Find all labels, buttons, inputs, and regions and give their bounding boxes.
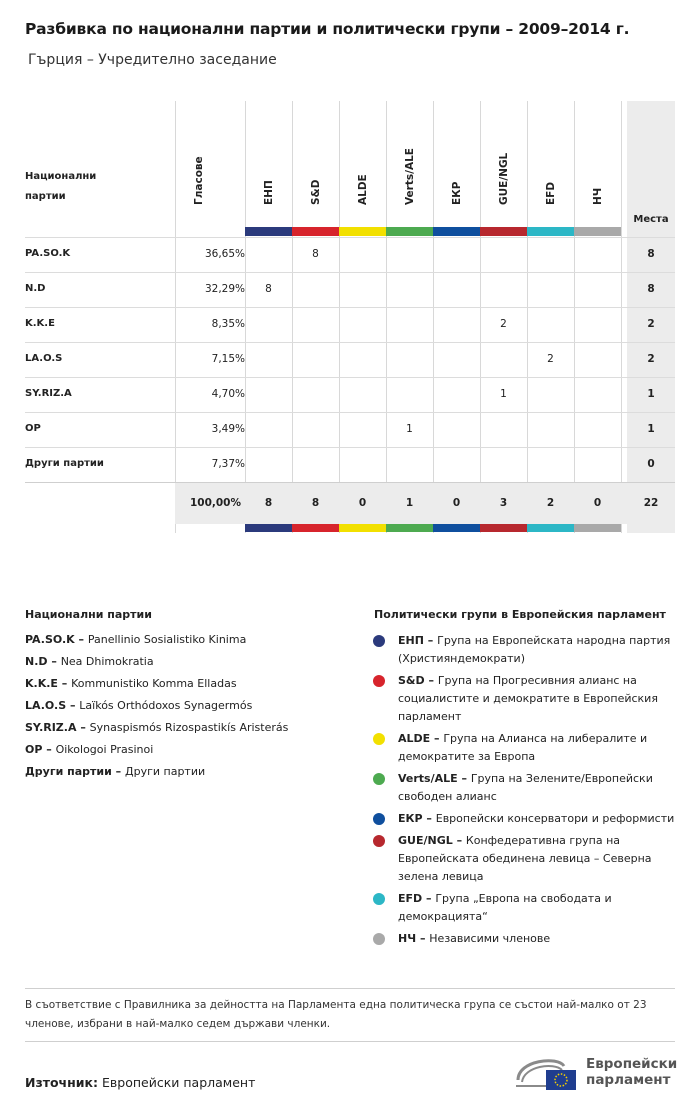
party-name: PA.SO.K bbox=[25, 248, 71, 259]
group-legend-item: ЕКР – Европейски консерватори и реформисти bbox=[374, 810, 679, 828]
party-abbr: LA.O.S bbox=[25, 699, 67, 712]
group-legend-item: ALDE – Група на Алианса на либералите и демократите за Европа bbox=[374, 730, 679, 766]
party-legend-item: OP – Oikologoi Prasinoi bbox=[25, 743, 154, 756]
parties-legend-title: Национални партии bbox=[25, 608, 152, 621]
group-total: 0 bbox=[593, 497, 602, 509]
group-legend-item: НЧ – Независими членове bbox=[374, 930, 679, 948]
group-color-dot bbox=[373, 835, 385, 847]
group-color-dot bbox=[373, 933, 385, 945]
party-legend-item: K.K.E – Kommunistiko Komma Elladas bbox=[25, 677, 237, 690]
total-seats: 22 bbox=[643, 497, 659, 509]
table-row bbox=[25, 377, 675, 413]
divider bbox=[25, 988, 675, 989]
group-abbr: ALDE bbox=[398, 732, 431, 745]
page-title: Разбивка по национални партии и политически групи – 2009–2014 г. bbox=[25, 20, 630, 38]
group-seat-cell: 8 bbox=[265, 283, 272, 295]
seat-count: 8 bbox=[647, 248, 655, 260]
vote-share: 7,37% bbox=[211, 458, 245, 470]
vote-share: 36,65% bbox=[204, 248, 245, 260]
group-abbr: S&D bbox=[398, 674, 425, 687]
source-line bbox=[25, 1075, 255, 1090]
party-legend-item: N.D – Nea Dhimokratia bbox=[25, 655, 154, 668]
vote-share: 32,29% bbox=[204, 283, 245, 295]
group-total: 0 bbox=[358, 497, 367, 509]
ep-emblem-icon bbox=[514, 1052, 578, 1092]
party-name: LA.O.S bbox=[25, 353, 63, 364]
groups-legend-title: Политически групи в Европейския парламент bbox=[374, 608, 666, 621]
group-legend-item: ЕНП – Група на Европейската народна партия (Християндемократи) bbox=[374, 632, 679, 668]
group-color-dot bbox=[373, 893, 385, 905]
group-color-dot bbox=[373, 635, 385, 647]
group-total: 0 bbox=[452, 497, 461, 509]
group-description: Група „Европа на свободата и демокрацията“ bbox=[398, 892, 612, 923]
group-description: Група на Прогресивния алианс на социалистите и демократите в Европейския парламент bbox=[398, 674, 658, 723]
party-full-name: Nea Dhimokratia bbox=[60, 655, 154, 668]
party-full-name: Panellinio Sosialistiko Kinima bbox=[87, 633, 247, 646]
table-row bbox=[25, 447, 675, 483]
party-name: K.K.E bbox=[25, 318, 55, 329]
vote-share: 7,15% bbox=[211, 353, 245, 365]
party-abbr: K.K.E bbox=[25, 677, 58, 690]
party-abbr: PA.SO.K bbox=[25, 633, 75, 646]
group-abbr: НЧ bbox=[398, 932, 417, 945]
vote-share: 4,70% bbox=[211, 388, 245, 400]
seat-count: 1 bbox=[647, 423, 655, 435]
group-column-header: ALDE bbox=[356, 174, 369, 205]
party-legend-item: SY.RIZ.A – Synaspismós Rizospastikís Aristerás bbox=[25, 721, 289, 734]
seat-count: 1 bbox=[647, 388, 655, 400]
group-color-dot bbox=[373, 773, 385, 785]
group-color-bar bbox=[527, 227, 574, 236]
ep-logo-text: Европейски парламент bbox=[586, 1056, 678, 1088]
seat-count: 2 bbox=[647, 318, 655, 330]
group-abbr: ЕНП bbox=[398, 634, 424, 647]
party-name: OP bbox=[25, 423, 41, 434]
table-row bbox=[25, 237, 675, 273]
group-color-bar bbox=[339, 227, 386, 236]
group-total: 8 bbox=[311, 497, 320, 509]
party-full-name: Други партии bbox=[125, 765, 206, 778]
party-name: SY.RIZ.A bbox=[25, 388, 72, 399]
table-row bbox=[25, 342, 675, 378]
party-full-name: Synaspismós Rizospastikís Aristerás bbox=[89, 721, 289, 734]
group-legend-item: EFD – Група „Европа на свободата и демокрацията“ bbox=[374, 890, 679, 926]
group-color-dot bbox=[373, 675, 385, 687]
group-color-bar bbox=[433, 227, 480, 236]
group-legend-item: Verts/ALE – Група на Зелените/Европейски свободен алианс bbox=[374, 770, 679, 806]
group-seat-cell: 8 bbox=[312, 248, 319, 260]
party-column-header: Национални партии bbox=[25, 171, 97, 202]
group-total: 2 bbox=[546, 497, 555, 509]
party-legend-item: Други партии – Други партии bbox=[25, 765, 206, 778]
page-subtitle: Гърция – Учредително заседание bbox=[28, 52, 277, 68]
group-seat-cell: 2 bbox=[500, 318, 507, 330]
group-description: Група на Европейската народна партия (Християндемократи) bbox=[398, 634, 671, 665]
group-description: Европейски консерватори и реформисти bbox=[435, 812, 675, 825]
party-full-name: Kommunistiko Komma Elladas bbox=[71, 677, 237, 690]
group-seat-cell: 1 bbox=[500, 388, 507, 400]
seats-column-header: Места bbox=[633, 214, 669, 225]
party-name: Други партии bbox=[25, 458, 104, 469]
party-name: N.D bbox=[25, 283, 46, 294]
group-column-header: НЧ bbox=[591, 187, 604, 205]
table-row bbox=[25, 307, 675, 343]
divider bbox=[25, 1041, 675, 1042]
group-seat-cell: 1 bbox=[406, 423, 413, 435]
group-abbr: Verts/ALE bbox=[398, 772, 458, 785]
group-column-header: Verts/ALE bbox=[403, 148, 416, 205]
seat-count: 2 bbox=[647, 353, 655, 365]
party-legend-item: PA.SO.K – Panellinio Sosialistiko Kinima bbox=[25, 633, 247, 646]
group-seat-cell: 2 bbox=[547, 353, 554, 365]
footnote: В съответствие с Правилника за дейността на Парламента една политическа група се състои най-малко от 23 членове, избрани в най-малко седем държави членки. bbox=[25, 999, 647, 1030]
group-column-header: ЕНП bbox=[262, 180, 275, 205]
results-table bbox=[25, 101, 675, 533]
group-total: 1 bbox=[405, 497, 414, 509]
party-full-name: Laïkós Orthódoxos Synagermós bbox=[79, 699, 253, 712]
group-description: Група на Алианса на либералите и демократите за Европа bbox=[398, 732, 648, 763]
group-column-header: GUE/NGL bbox=[497, 152, 510, 205]
group-description: Конфедеративна група на Европейската обединена левица – Северна зелена левица bbox=[398, 834, 652, 883]
group-column-header: S&D bbox=[309, 179, 322, 205]
source-label: Източник: bbox=[25, 1075, 99, 1090]
group-description: Група на Зелените/Европейски свободен алианс bbox=[398, 772, 653, 803]
party-abbr: SY.RIZ.A bbox=[25, 721, 77, 734]
vote-share: 3,49% bbox=[211, 423, 245, 435]
seat-count: 8 bbox=[647, 283, 655, 295]
party-abbr: Други партии bbox=[25, 765, 112, 778]
votes-column-header: Гласове bbox=[192, 156, 205, 205]
ep-logo bbox=[514, 1052, 684, 1092]
group-total: 8 bbox=[264, 497, 273, 509]
group-color-dot bbox=[373, 733, 385, 745]
group-description: Независими членове bbox=[429, 932, 551, 945]
group-color-bar bbox=[574, 227, 621, 236]
party-abbr: OP bbox=[25, 743, 43, 756]
party-abbr: N.D bbox=[25, 655, 48, 668]
total-votes: 100,00% bbox=[189, 497, 241, 509]
seat-count: 0 bbox=[647, 458, 655, 470]
group-abbr: GUE/NGL bbox=[398, 834, 453, 847]
vote-share: 8,35% bbox=[211, 318, 245, 330]
group-color-bar bbox=[245, 227, 292, 236]
group-color-bar bbox=[292, 227, 339, 236]
group-legend-item: GUE/NGL – Конфедеративна група на Европейската обединена левица – Северна зелена левица bbox=[374, 832, 679, 886]
group-total: 3 bbox=[499, 497, 508, 509]
group-color-dot bbox=[373, 813, 385, 825]
group-color-bar bbox=[386, 227, 433, 236]
table-row bbox=[25, 272, 675, 308]
party-legend-item: LA.O.S – Laïkós Orthódoxos Synagermós bbox=[25, 699, 253, 712]
group-abbr: ЕКР bbox=[398, 812, 423, 825]
group-color-bar bbox=[480, 227, 527, 236]
group-abbr: EFD bbox=[398, 892, 423, 905]
source-value: Европейски парламент bbox=[102, 1075, 256, 1090]
group-legend-item: S&D – Група на Прогресивния алианс на социалистите и демократите в Европейския парламент bbox=[374, 672, 679, 726]
group-column-header: EFD bbox=[544, 181, 557, 205]
party-full-name: Oikologoi Prasinoi bbox=[55, 743, 154, 756]
table-row bbox=[25, 412, 675, 448]
group-column-header: ЕКР bbox=[450, 181, 463, 205]
